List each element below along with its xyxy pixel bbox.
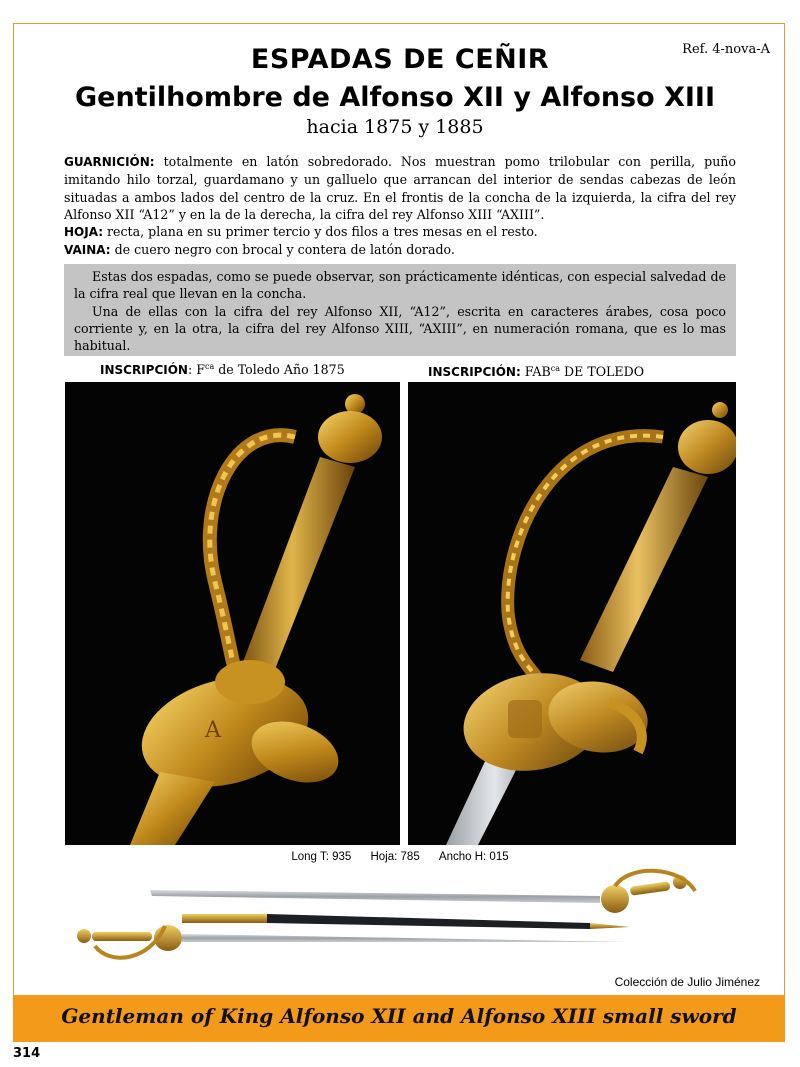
measure-total-length: Long T: 935 xyxy=(291,851,352,863)
note-box xyxy=(64,264,736,356)
measurements xyxy=(0,851,800,863)
inscription-left: INSCRIPCIÓN: $F^{ca}$ de Toledo Año 1875 xyxy=(100,362,345,378)
measure-blade-width: Ancho H: 015 xyxy=(438,851,509,863)
measure-blade-length: Hoja: 785 xyxy=(370,851,420,863)
note-paragraph: Una de ellas con la cifra del rey Alfonso XII, “A12”, escrita en caracteres árabes, cosa poco corriente y, en la otra, la cifra del rey Alfonso XIII, “AXIII”, en numeración romana, que es lo mas habitual. xyxy=(74,303,726,354)
description-garnicion: GUARNICIÓN: totalmente en latón sobredorado. Nos muestran pomo trilobular con perilla, puño imitando hilo torzal, guardamano y un galluelo que arrancan del interior de sendas cabezas de león situadas a ambos lados del centro de la cruz. En el frontis de la concha de la izquierda, la cifra del rey Alfonso XII “A12” y en la de la derecha, la cifra del rey Alfonso XIII “AXIII”. xyxy=(64,154,736,222)
scabbard-chape xyxy=(590,923,630,929)
photo-hilt-alfonso-xiii xyxy=(408,382,736,845)
page-subtitle: Gentilhombre de Alfonso XII y Alfonso XIII xyxy=(74,82,716,113)
hilt-illustration xyxy=(65,382,400,845)
svg-text:A: A xyxy=(205,718,221,743)
upper-sword-blade xyxy=(150,890,600,903)
date-line: hacia 1875 y 1885 xyxy=(306,116,484,138)
collection-credit: Colección de Julio Jiménez xyxy=(614,975,760,989)
page-title: ESPADAS DE CEÑIR xyxy=(250,44,550,75)
description-hoja: HOJA: recta, plana en su primer tercio y dos filos a tres mesas en el resto. xyxy=(64,224,538,240)
description-vaina: VAINA: de cuero negro con brocal y contera de latón dorado. xyxy=(64,242,455,258)
scabbard-body xyxy=(267,914,590,929)
lower-sword-pommel xyxy=(77,929,91,943)
note-paragraph: Estas dos espadas, como se puede observar, son prácticamente idénticas, con especial salvedad de la cifra real que llevan en la concha. xyxy=(74,269,726,302)
english-title-banner: Gentleman of King Alfonso XII and Alfonso XIII small sword xyxy=(13,995,785,1042)
scabbard-throat xyxy=(182,914,267,923)
page-number: 314 xyxy=(13,1046,41,1061)
lower-sword-guard xyxy=(95,926,165,958)
upper-sword-shell xyxy=(601,885,629,913)
reference-code: Ref. 4-nova-A xyxy=(682,42,770,57)
photo-hilt-alfonso-xii xyxy=(65,382,400,845)
description-block xyxy=(64,153,736,260)
swords-illustration xyxy=(70,866,710,976)
hilt-illustration xyxy=(408,382,736,845)
upper-sword-grip xyxy=(630,881,671,895)
inscription-right: INSCRIPCIÓN: $FAB^{ca}$ DE TOLEDO xyxy=(428,364,645,380)
lower-sword-grip xyxy=(92,932,152,941)
lower-sword-blade xyxy=(182,934,630,942)
